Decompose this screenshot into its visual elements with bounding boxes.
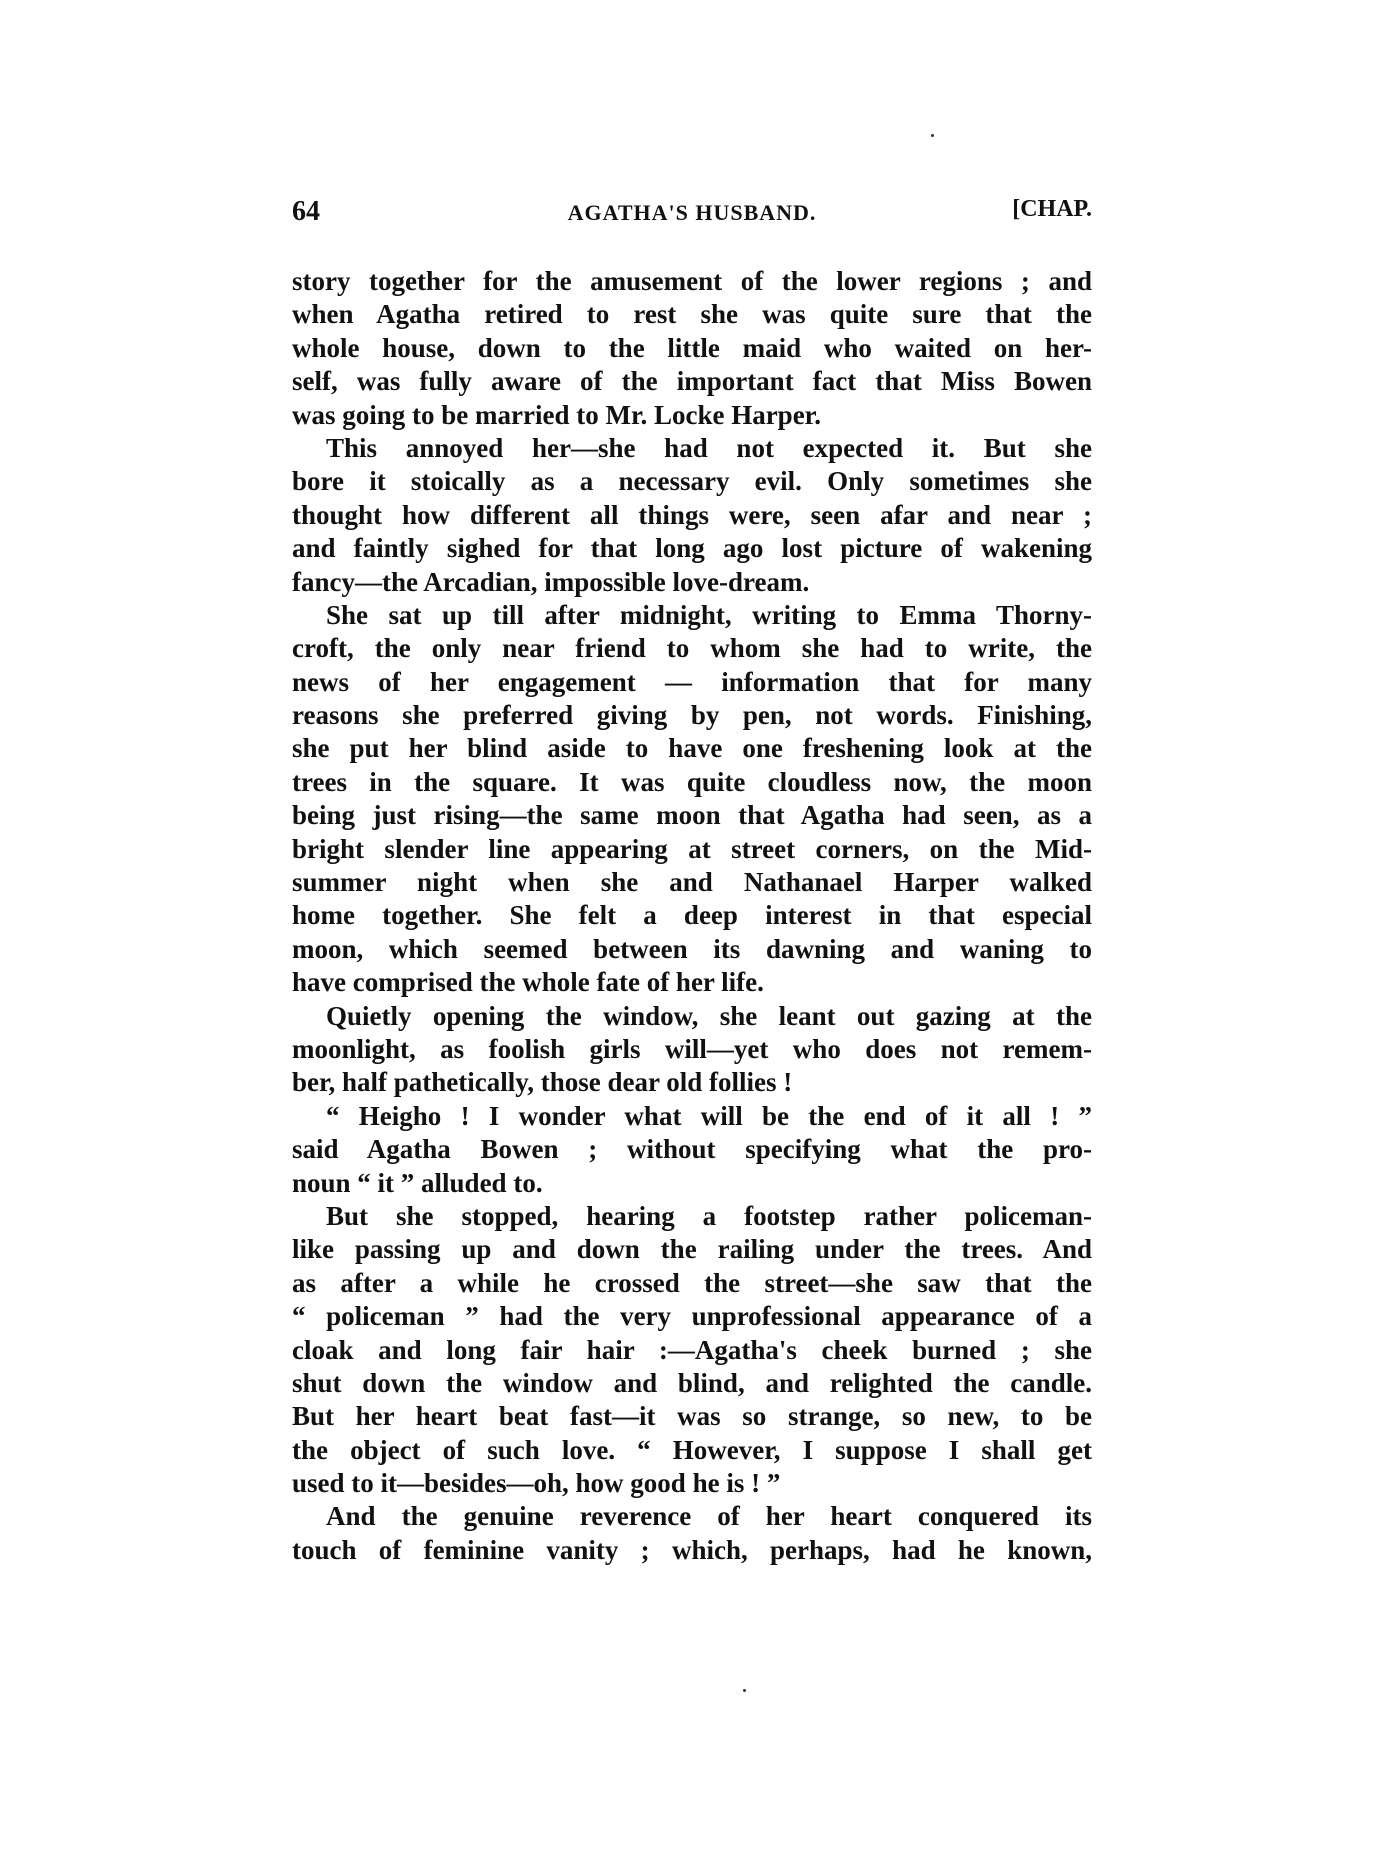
text-line: trees in the square. It was quite cloudless now, the moon	[292, 766, 1092, 797]
text-line: have comprised the whole fate of her life.	[292, 967, 764, 998]
text-line: being just rising—the same moon that Agatha had seen, as a	[292, 800, 1092, 831]
running-title: AGATHA'S HUSBAND.	[567, 200, 817, 225]
text-line: home together. She felt a deep interest in that especial	[292, 900, 1092, 931]
text-line: Quietly opening the window, she leant out gazing at the	[326, 1000, 1092, 1031]
text-line: ber, half pathetically, those dear old follies !	[292, 1067, 793, 1098]
text-line: croft, the only near friend to whom she had to write, the	[292, 633, 1092, 664]
paragraph	[292, 1000, 1092, 1100]
chapter-mark: [CHAP.	[1012, 196, 1092, 222]
text-line: bore it stoically as a necessary evil. Only sometimes she	[292, 466, 1092, 497]
text-line: cloak and long fair hair :—Agatha's cheek burned ; she	[292, 1334, 1092, 1365]
text-line: used to it—besides—oh, how good he is ! ”	[292, 1468, 781, 1499]
text-line: and faintly sighed for that long ago lost picture of wakening	[292, 533, 1092, 564]
text-line: “ Heigho ! I wonder what will be the end of it all ! ”	[326, 1100, 1092, 1131]
text-line: fancy—the Arcadian, impossible love-dream.	[292, 566, 810, 597]
text-line: self, was fully aware of the important fact that Miss Bowen	[292, 366, 1092, 397]
scan-speck	[931, 134, 934, 137]
text-line: whole house, down to the little maid who waited on her-	[292, 332, 1092, 363]
text-line: touch of feminine vanity ; which, perhaps, had he known,	[292, 1534, 1092, 1565]
text-line: noun “ it ” alluded to.	[292, 1167, 543, 1198]
paragraph	[292, 1500, 1092, 1567]
paragraph	[292, 265, 1092, 432]
text-line: the object of such love. “ However, I suppose I shall get	[292, 1434, 1092, 1465]
text-line: But she stopped, hearing a footstep rather policeman-	[326, 1200, 1092, 1231]
paragraph	[292, 599, 1092, 1000]
text-line: And the genuine reverence of her heart conquered its	[326, 1501, 1092, 1532]
running-header	[292, 196, 1092, 236]
text-line: moon, which seemed between its dawning and waning to	[292, 933, 1092, 964]
text-line: news of her engagement — information that for many	[292, 666, 1092, 697]
text-line: when Agatha retired to rest she was quite sure that the	[292, 299, 1092, 330]
text-line: as after a while he crossed the street—she saw that the	[292, 1267, 1092, 1298]
page-number: 64	[292, 196, 320, 227]
paragraph	[292, 1100, 1092, 1200]
text-line: She sat up till after midnight, writing to Emma Thorny-	[326, 599, 1092, 630]
text-line: “ policeman ” had the very unprofessional appearance of a	[292, 1301, 1092, 1332]
text-line: like passing up and down the railing under the trees. And	[292, 1234, 1092, 1265]
page-body	[292, 265, 1092, 1567]
text-line: reasons she preferred giving by pen, not words. Finishing,	[292, 700, 1092, 731]
text-line: summer night when she and Nathanael Harper walked	[292, 867, 1092, 898]
text-line: thought how different all things were, seen afar and near ;	[292, 499, 1092, 530]
paragraph	[292, 432, 1092, 599]
paragraph	[292, 1200, 1092, 1501]
text-line: This annoyed her—she had not expected it. But she	[326, 432, 1092, 463]
text-line: But her heart beat fast—it was so strange, so new, to be	[292, 1401, 1092, 1432]
text-line: bright slender line appearing at street corners, on the Mid-	[292, 833, 1092, 864]
text-line: was going to be married to Mr. Locke Harper.	[292, 399, 821, 430]
text-line: story together for the amusement of the lower regions ; and	[292, 266, 1092, 296]
text-line: said Agatha Bowen ; without specifying what the pro-	[292, 1134, 1092, 1165]
scan-speck	[743, 1689, 746, 1692]
text-line: moonlight, as foolish girls will—yet who does not remem-	[292, 1033, 1092, 1064]
text-line: she put her blind aside to have one freshening look at the	[292, 733, 1092, 764]
text-line: shut down the window and blind, and relighted the candle.	[292, 1367, 1092, 1398]
